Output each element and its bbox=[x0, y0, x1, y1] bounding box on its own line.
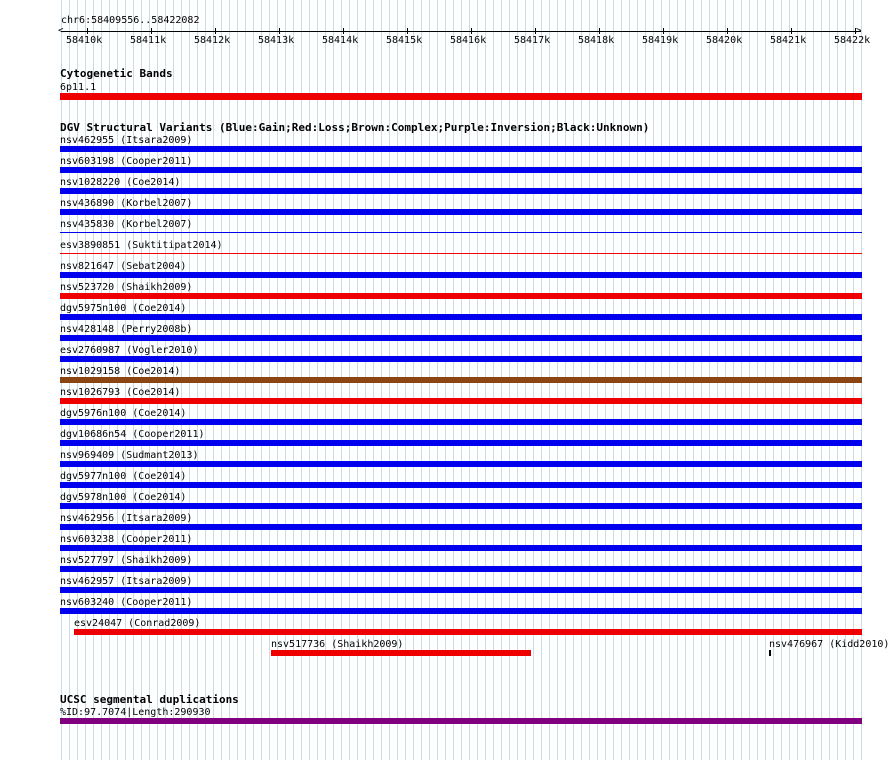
dgv-row-label: nsv821647 (Sebat2004) bbox=[60, 261, 187, 272]
ruler-tick-mark bbox=[535, 28, 536, 34]
ruler-tick-mark bbox=[471, 28, 472, 34]
ruler-tick-label: 58417k bbox=[514, 35, 551, 46]
dgv-row-label: nsv603238 (Cooper2011) bbox=[60, 534, 193, 545]
dgv-variant-bar[interactable] bbox=[60, 377, 862, 383]
dgv-variant-bar[interactable] bbox=[60, 545, 862, 551]
dgv-variant-bar[interactable] bbox=[769, 650, 771, 656]
ruler-tick-label: 58419k bbox=[642, 35, 679, 46]
cytoband-label: 6p11.1 bbox=[60, 82, 97, 93]
dgv-row-label: nsv476967 (Kidd2010) bbox=[769, 639, 890, 650]
dgv-variant-bar[interactable] bbox=[60, 167, 862, 173]
segdup-track-title: UCSC segmental duplications bbox=[60, 693, 239, 706]
ruler-tick-mark bbox=[279, 28, 280, 34]
dgv-row-label: dgv5978n100 (Coe2014) bbox=[60, 492, 187, 503]
dgv-variant-bar[interactable] bbox=[74, 629, 862, 635]
dgv-variant-bar[interactable] bbox=[60, 232, 862, 233]
dgv-row-label: esv2760987 (Vogler2010) bbox=[60, 345, 199, 356]
ruler-tick-label: 58414k bbox=[322, 35, 359, 46]
dgv-variant-bar[interactable] bbox=[60, 503, 862, 509]
ruler-tick-mark bbox=[855, 28, 856, 34]
dgv-row-label: dgv5975n100 (Coe2014) bbox=[60, 303, 187, 314]
dgv-row-label: dgv5977n100 (Coe2014) bbox=[60, 471, 187, 482]
ruler-tick-mark bbox=[791, 28, 792, 34]
dgv-row-label: nsv523720 (Shaikh2009) bbox=[60, 282, 193, 293]
dgv-variant-bar[interactable] bbox=[60, 587, 862, 593]
dgv-row-label: nsv428148 (Perry2008b) bbox=[60, 324, 193, 335]
dgv-row-label: nsv462955 (Itsara2009) bbox=[60, 135, 193, 146]
ruler-tick-label: 58411k bbox=[130, 35, 167, 46]
dgv-variant-bar[interactable] bbox=[60, 293, 862, 299]
cytoband-track-title: Cytogenetic Bands bbox=[60, 67, 173, 80]
dgv-row-label: nsv517736 (Shaikh2009) bbox=[271, 639, 404, 650]
ruler-tick-label: 58418k bbox=[578, 35, 615, 46]
ruler-tick-mark bbox=[87, 28, 88, 34]
dgv-row-label: nsv603198 (Cooper2011) bbox=[60, 156, 193, 167]
dgv-row-label: nsv462957 (Itsara2009) bbox=[60, 576, 193, 587]
dgv-variant-bar[interactable] bbox=[60, 146, 862, 152]
dgv-track-title: DGV Structural Variants (Blue:Gain;Red:Loss;Brown:Complex;Purple:Inversion;Black:Unknown) bbox=[60, 121, 650, 134]
dgv-variant-bar[interactable] bbox=[60, 398, 862, 404]
segdup-info: %ID:97.7074|Length:290930 bbox=[60, 707, 211, 718]
ruler-tick-label: 58412k bbox=[194, 35, 231, 46]
ruler-tick-label: 58410k bbox=[66, 35, 103, 46]
dgv-row-label: esv3890851 (Suktitipat2014) bbox=[60, 240, 223, 251]
ruler-tick-mark bbox=[599, 28, 600, 34]
ruler-tick-label: 58421k bbox=[770, 35, 807, 46]
dgv-row-label: nsv1028220 (Coe2014) bbox=[60, 177, 181, 188]
ruler-tick-mark bbox=[663, 28, 664, 34]
dgv-row-label: nsv969409 (Sudmant2013) bbox=[60, 450, 199, 461]
dgv-variant-bar[interactable] bbox=[60, 608, 862, 614]
dgv-row-label: nsv603240 (Cooper2011) bbox=[60, 597, 193, 608]
ruler-tick-label: 58416k bbox=[450, 35, 487, 46]
ruler-tick-mark bbox=[215, 28, 216, 34]
dgv-variant-bar[interactable] bbox=[60, 419, 862, 425]
dgv-variant-bar[interactable] bbox=[60, 314, 862, 320]
ruler-right-arrow-icon: > bbox=[856, 26, 862, 36]
ruler-coordinates: chr6:58409556..58422082 bbox=[61, 15, 200, 26]
dgv-variant-bar[interactable] bbox=[60, 253, 862, 254]
dgv-variant-bar[interactable] bbox=[60, 356, 862, 362]
dgv-row-label: nsv435830 (Korbel2007) bbox=[60, 219, 193, 230]
dgv-variant-bar[interactable] bbox=[60, 209, 862, 215]
dgv-variant-bar[interactable] bbox=[60, 188, 862, 194]
dgv-variant-bar[interactable] bbox=[60, 272, 862, 278]
dgv-row-label: esv24047 (Conrad2009) bbox=[74, 618, 201, 629]
dgv-variant-bar[interactable] bbox=[60, 566, 862, 572]
ruler-axis bbox=[61, 31, 861, 32]
ruler-tick-mark bbox=[343, 28, 344, 34]
dgv-variant-bar[interactable] bbox=[60, 524, 862, 530]
dgv-row-label: nsv462956 (Itsara2009) bbox=[60, 513, 193, 524]
cytoband-bar[interactable] bbox=[60, 93, 862, 100]
dgv-row-label: dgv5976n100 (Coe2014) bbox=[60, 408, 187, 419]
ruler-tick-label: 58420k bbox=[706, 35, 743, 46]
ruler-tick-label: 58422k bbox=[834, 35, 871, 46]
segdup-bar[interactable] bbox=[60, 718, 862, 724]
dgv-variant-bar[interactable] bbox=[60, 482, 862, 488]
dgv-variant-bar[interactable] bbox=[60, 440, 862, 446]
ruler-tick-label: 58413k bbox=[258, 35, 295, 46]
dgv-row-label: nsv527797 (Shaikh2009) bbox=[60, 555, 193, 566]
ruler-tick-mark bbox=[407, 28, 408, 34]
dgv-row-label: nsv1026793 (Coe2014) bbox=[60, 387, 181, 398]
ruler-tick-label: 58415k bbox=[386, 35, 423, 46]
ruler-left-arrow-icon: < bbox=[58, 26, 64, 36]
dgv-variant-bar[interactable] bbox=[60, 461, 862, 467]
dgv-row-label: nsv1029158 (Coe2014) bbox=[60, 366, 181, 377]
dgv-variant-bar[interactable] bbox=[271, 650, 531, 656]
ruler-tick-mark bbox=[727, 28, 728, 34]
ruler-tick-mark bbox=[151, 28, 152, 34]
dgv-row-label: nsv436890 (Korbel2007) bbox=[60, 198, 193, 209]
dgv-variant-bar[interactable] bbox=[60, 335, 862, 341]
dgv-row-label: dgv10686n54 (Cooper2011) bbox=[60, 429, 205, 440]
